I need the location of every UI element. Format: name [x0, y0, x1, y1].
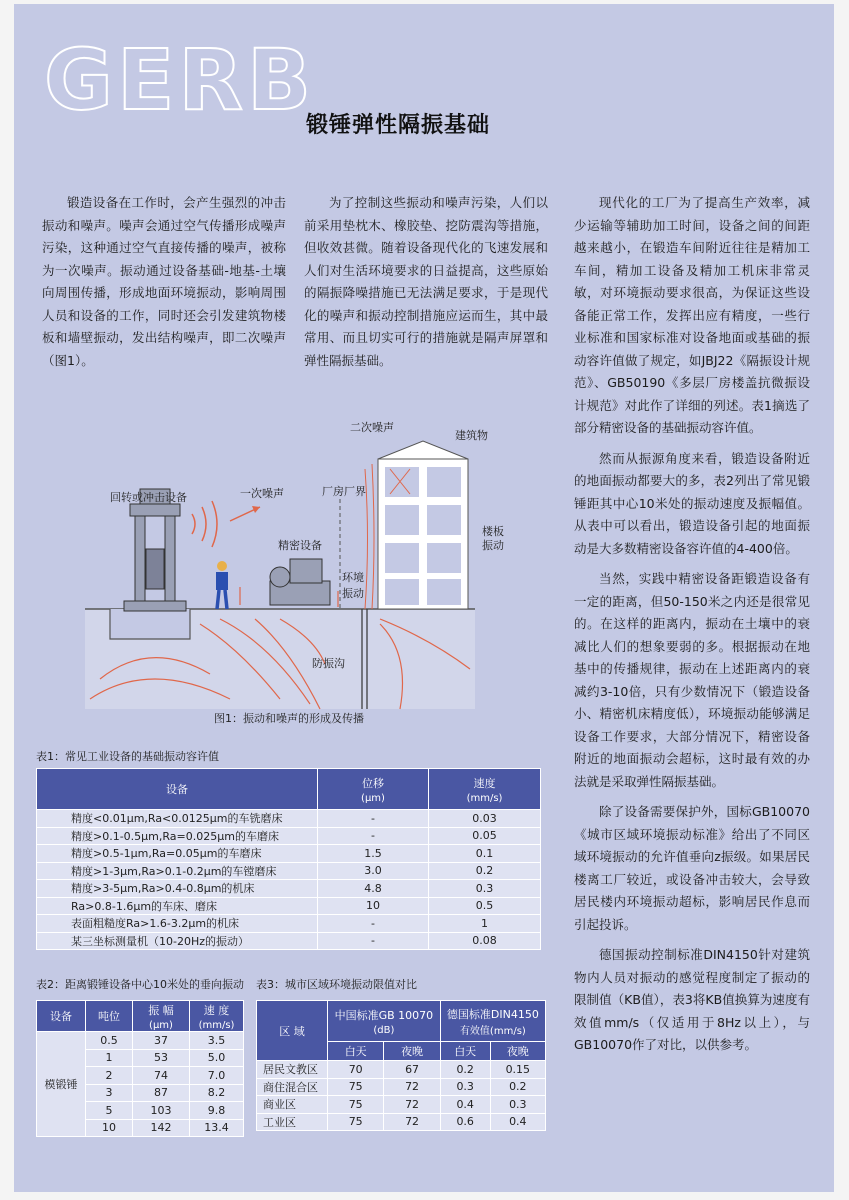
cell: 精度>0.5-1μm,Ra=0.05μm的车磨床: [37, 845, 318, 863]
cell: 7.0: [190, 1067, 244, 1085]
paragraph: 现代化的工厂为了提高生产效率，减少运输等辅助加工时间，设备之间的间距越来越小，在锻造车间附近往往是精加工车间，精加工设备及精加工机床非常灵敏，对环境振动要求很高，为保证这些设备能正常工作，发挥出应有精度，一些行业标准和国家标准对设备地面或基础的振动容许值做了规定，如JBJ22《隔振设计规范》、GB50190《多层厂房楼盖抗微振设计规范》对此作了详细的列述。表1摘选了部分精密设备的基础振动容许值。: [574, 195, 810, 435]
table2-header-amp: [133, 1001, 190, 1032]
worker-figure: [216, 561, 228, 609]
cell: 5.0: [190, 1049, 244, 1067]
table2-header-tons: 吨位: [86, 1001, 133, 1032]
cell: 74: [133, 1067, 190, 1085]
label-building: 建筑物: [455, 429, 488, 442]
cell: 0.08: [429, 932, 541, 950]
equip-cell: 模锻锤: [37, 1032, 86, 1137]
cell: 0.3: [429, 880, 541, 898]
label-env-2: 振动: [342, 587, 364, 600]
cell: 8.2: [190, 1084, 244, 1102]
header-unit: (μm): [361, 792, 385, 804]
header-unit: 有效值(mm/s): [459, 1025, 526, 1037]
noise-arcs: [192, 501, 217, 547]
table2-header-vel: [190, 1001, 244, 1032]
header-unit: (μm): [149, 1019, 173, 1031]
table3-header-gb-day: 白天: [328, 1042, 384, 1061]
label-boundary: 厂房厂界: [322, 485, 366, 498]
table2-caption: 表2：距离锻锤设备中心10米处的垂向振动: [36, 978, 244, 991]
text-column-2: [304, 192, 548, 380]
paragraph: 为了控制这些振动和噪声污染，人们以前采用垫枕木、橡胶垫、挖防震沟等措施，但收效甚微。随着设备现代化的飞速发展和人们对生活环境要求的日益提高，这些原始的隔振降噪措施已无法满足要求，于是现代化的噪声和振动控制措施应运而生，其中最常用、而且切实可行的措施就是隔声屏罩和弹性隔振基础。: [304, 195, 548, 368]
cell: 0.2: [429, 862, 541, 880]
cell: 0.5: [86, 1032, 133, 1050]
table-row: [37, 880, 541, 898]
paragraph: 然而从振源角度来看，锻造设备附近的地面振动都要大的多，表2列出了常见锻锤距其中心10米处的振动速度及振幅值。从表中可以看出，锻造设备引起的地面振动是大多数精密设备容许值的4-400倍。: [574, 450, 810, 556]
table3-header-din-night: 夜晚: [490, 1042, 545, 1061]
cell: 53: [133, 1049, 190, 1067]
cell: 87: [133, 1084, 190, 1102]
text-column-3: [574, 192, 810, 1065]
cell: 9.8: [190, 1102, 244, 1120]
table3-header-area: 区 域: [257, 1001, 328, 1061]
header-unit: (mm/s): [466, 792, 503, 804]
table-row: [37, 845, 541, 863]
cell: 0.03: [429, 810, 541, 828]
table-row: [37, 932, 541, 950]
cell: 5: [86, 1102, 133, 1120]
header-text: 位移: [362, 776, 384, 790]
cell: 0.05: [429, 827, 541, 845]
cell: 0.4: [490, 1113, 545, 1131]
cell: 13.4: [190, 1119, 244, 1137]
cell: 142: [133, 1119, 190, 1137]
table3-header-din: [440, 1001, 545, 1042]
table-row: [37, 862, 541, 880]
cell: 103: [133, 1102, 190, 1120]
cell: 1: [86, 1049, 133, 1067]
cell: 0.3: [490, 1096, 545, 1114]
cell: 10: [86, 1119, 133, 1137]
table-row: [37, 810, 541, 828]
cell: 0.2: [440, 1061, 490, 1079]
gerb-logo: GERB: [44, 31, 316, 129]
header-text: 中国标准GB 10070: [334, 1008, 434, 1022]
cell: -: [318, 932, 429, 950]
table1-header-vel: [429, 769, 541, 810]
cell: 商业区: [257, 1096, 328, 1114]
cell: 67: [384, 1061, 440, 1079]
cell: 0.1: [429, 845, 541, 863]
cell: 某三坐标测量机（10-20Hz的振动）: [37, 932, 318, 950]
table-row: [257, 1096, 546, 1114]
table-row: [37, 827, 541, 845]
table2-header-equip: 设备: [37, 1001, 86, 1032]
cell: 0.4: [440, 1096, 490, 1114]
table3-header-din-day: 白天: [440, 1042, 490, 1061]
label-floor-1: 楼板: [482, 525, 504, 538]
cell: 72: [384, 1078, 440, 1096]
table-row: [257, 1113, 546, 1131]
cell: 3: [86, 1084, 133, 1102]
building: [378, 441, 468, 609]
vibration-diagram: [80, 409, 570, 719]
cell: 4.8: [318, 880, 429, 898]
table1-caption: 表1：常见工业设备的基础振动容许值: [36, 750, 219, 763]
cell: 75: [328, 1113, 384, 1131]
paragraph: 德国振动控制标准DIN4150针对建筑物内人员对振动的感觉程度制定了振动的限制值（KB值），表3将KB值换算为速度有效值mm/s（仅适用于8Hz以上），与GB10070作了对比，以供参考。: [574, 947, 810, 1052]
cell: 工业区: [257, 1113, 328, 1131]
cell: Ra>0.8-1.6μm的车床、磨床: [37, 897, 318, 915]
cell: 3.0: [318, 862, 429, 880]
table-row: [37, 897, 541, 915]
header-text: 德国标准DIN4150: [446, 1007, 539, 1021]
table1-header-equip: 设备: [37, 769, 318, 810]
cell: 75: [328, 1096, 384, 1114]
cell: -: [318, 827, 429, 845]
cell: 0.5: [429, 897, 541, 915]
table-row: [37, 1032, 244, 1050]
figure-caption: 图1：振动和噪声的形成及传播: [214, 712, 364, 725]
cell: 37: [133, 1032, 190, 1050]
cell: 0.6: [440, 1113, 490, 1131]
cell: 1.5: [318, 845, 429, 863]
cell: -: [318, 810, 429, 828]
cell: 70: [328, 1061, 384, 1079]
cell: 72: [384, 1096, 440, 1114]
cell: 0.3: [440, 1078, 490, 1096]
cell: 精度<0.01μm,Ra<0.0125μm的车铣磨床: [37, 810, 318, 828]
label-env-1: 环境: [342, 571, 364, 584]
table-row: [37, 915, 541, 933]
header-text: 速 度: [203, 1003, 230, 1017]
header-text: 速度: [473, 776, 496, 790]
cell: 精度>3-5μm,Ra>0.4-0.8μm的机床: [37, 880, 318, 898]
cell: 2: [86, 1067, 133, 1085]
cell: 10: [318, 897, 429, 915]
label-floor-2: 振动: [482, 539, 504, 552]
table3-header-gb-night: 夜晚: [384, 1042, 440, 1061]
label-hammer: 回转或冲击设备: [110, 491, 187, 504]
cell: 75: [328, 1078, 384, 1096]
table3: [256, 1000, 546, 1131]
paragraph: 当然，实践中精密设备距锻造设备有一定的距离，但50-150米之内还是很常见的。在这样的距离内，振动在土壤中的衰减比人们的想象要弱的多。根据振动在地基中的传播规律，振动在上述距离内的衰减约3-10倍，只有少数情况下（锻造设备小、精密机床精度低），环境振动能够满足设备工作要求，大部分情况下，精密设备附近的地面振动会超标，这时最有效的办法就是采取弹性隔振基础。: [574, 571, 810, 789]
cell: 精度>0.1-0.5μm,Ra=0.025μm的车磨床: [37, 827, 318, 845]
text-column-1: [42, 192, 286, 380]
cell: 3.5: [190, 1032, 244, 1050]
cell: 商住混合区: [257, 1078, 328, 1096]
header-unit: (dB): [373, 1024, 395, 1036]
cell: 0.15: [490, 1061, 545, 1079]
table-row: [257, 1078, 546, 1096]
cell: 表面粗糙度Ra>1.6-3.2μm的机床: [37, 915, 318, 933]
page-title: 锻锤弹性隔振基础: [306, 113, 491, 138]
label-precision: 精密设备: [278, 539, 322, 552]
forging-hammer: [124, 489, 186, 611]
cell: 精度>1-3μm,Ra>0.1-0.2μm的车镗磨床: [37, 862, 318, 880]
header-unit: (mm/s): [198, 1019, 235, 1031]
cell: -: [318, 915, 429, 933]
precision-machine: [240, 559, 338, 607]
paragraph: 锻造设备在工作时，会产生强烈的冲击振动和噪声。噪声会通过空气传播形成噪声污染，这种通过空气直接传播的噪声，被称为一次噪声。振动通过设备基础-地基-土壤向周围传播，形成地面环境振动，影响周围人员和设备的工作，同时还会引发建筑物楼板和墙壁振动，发出结构噪声，即二次噪声（图1）。: [42, 195, 286, 368]
table1: [36, 768, 541, 950]
table-row: [257, 1061, 546, 1079]
table3-caption: 表3：城市区域环境振动限值对比: [256, 978, 417, 991]
table3-header-gb: [328, 1001, 441, 1042]
label-noise1: 一次噪声: [240, 487, 284, 500]
cell: 72: [384, 1113, 440, 1131]
table2: [36, 1000, 244, 1137]
header-text: 振 幅: [148, 1003, 174, 1017]
cell: 0.2: [490, 1078, 545, 1096]
paragraph: 除了设备需要保护外，国标GB10070《城市区域环境振动标准》给出了不同区域环境振动的允许值垂向z振级。如果居民楼离工厂较近，或设备冲击较大，会导致居民楼内环境振动超标，影响居民作息而引起投诉。: [574, 804, 810, 932]
table1-header-disp: [318, 769, 429, 810]
cell: 居民文教区: [257, 1061, 328, 1079]
label-trench: 防振沟: [312, 657, 345, 670]
foundation-pit: [110, 609, 190, 639]
cell: 1: [429, 915, 541, 933]
brochure-page: [14, 4, 834, 1192]
label-noise2: 二次噪声: [350, 421, 394, 434]
